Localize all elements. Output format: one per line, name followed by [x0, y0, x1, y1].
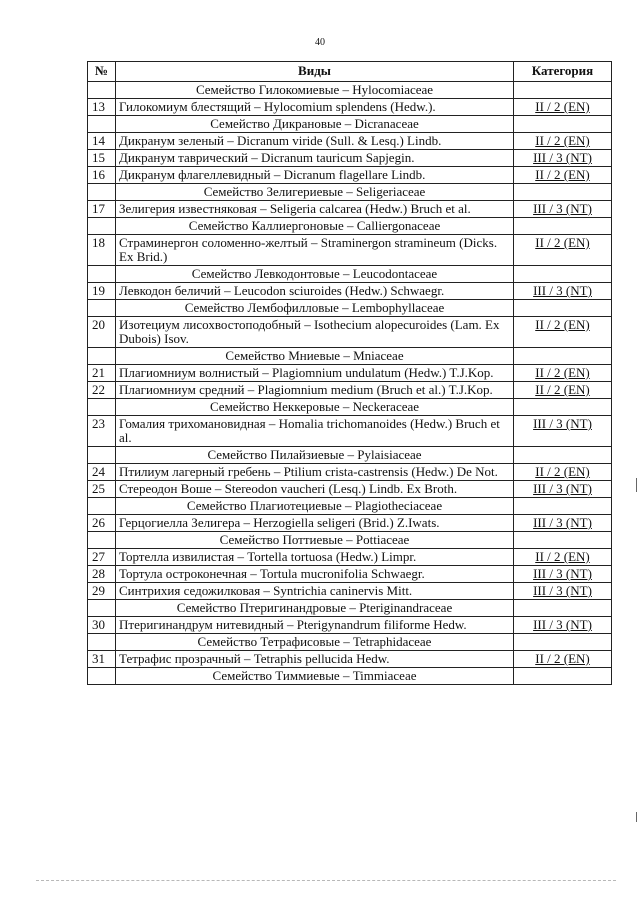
species-category: III / 3 (NT) — [514, 481, 612, 498]
family-category-cell — [514, 300, 612, 317]
family-name: Семейство Птеригинандровые – Pteriginandraceae — [116, 600, 514, 617]
family-name: Семейство Тиммиевые – Timmiaceae — [116, 668, 514, 685]
species-category: III / 3 (NT) — [514, 515, 612, 532]
species-row — [88, 150, 612, 167]
species-category: III / 3 (NT) — [514, 566, 612, 583]
species-row — [88, 167, 612, 184]
species-name: Тортелла извилистая – Tortella tortuosa (Hedw.) Limpr. — [116, 549, 514, 566]
species-name: Тетрафис прозрачный – Tetraphis pellucida Hedw. — [116, 651, 514, 668]
family-name: Семейство Мниевые – Mniaceae — [116, 348, 514, 365]
species-name: Плагиомниум волнистый – Plagiomnium undulatum (Hedw.) T.J.Kop. — [116, 365, 514, 382]
species-name: Птеригинандрум нитевидный – Pterigynandrum filiforme Hedw. — [116, 617, 514, 634]
family-category-cell — [514, 399, 612, 416]
species-number: 19 — [88, 283, 116, 300]
family-row — [88, 266, 612, 283]
family-row — [88, 82, 612, 99]
family-number-cell — [88, 184, 116, 201]
species-number: 14 — [88, 133, 116, 150]
species-category: II / 2 (EN) — [514, 167, 612, 184]
scan-edge-mark — [636, 812, 637, 822]
species-category: II / 2 (EN) — [514, 464, 612, 481]
family-name: Семейство Каллиергоновые – Calliergonaceae — [116, 218, 514, 235]
species-name: Герцогиелла Зелигера – Herzogiella seligeri (Brid.) Z.Iwats. — [116, 515, 514, 532]
species-row — [88, 566, 612, 583]
species-number: 27 — [88, 549, 116, 566]
family-name: Семейство Тетрафисовые – Tetraphidaceae — [116, 634, 514, 651]
family-category-cell — [514, 116, 612, 133]
species-row — [88, 382, 612, 399]
family-category-cell — [514, 532, 612, 549]
species-category: II / 2 (EN) — [514, 549, 612, 566]
family-number-cell — [88, 498, 116, 515]
family-name: Семейство Гилокомиевые – Hylocomiaceae — [116, 82, 514, 99]
family-number-cell — [88, 447, 116, 464]
family-number-cell — [88, 116, 116, 133]
family-row — [88, 116, 612, 133]
species-name: Дикранум зеленый – Dicranum viride (Sull. & Lesq.) Lindb. — [116, 133, 514, 150]
species-category: II / 2 (EN) — [514, 235, 612, 266]
species-number: 15 — [88, 150, 116, 167]
family-number-cell — [88, 532, 116, 549]
family-row — [88, 218, 612, 235]
species-name: Изотециум лисохвостоподобный – Isothecium alopecuroides (Lam. Ex Dubois) Isov. — [116, 317, 514, 348]
header-number: № — [88, 62, 116, 82]
species-row — [88, 201, 612, 218]
species-row — [88, 283, 612, 300]
species-row — [88, 133, 612, 150]
family-category-cell — [514, 447, 612, 464]
family-number-cell — [88, 399, 116, 416]
red-book-species-table — [87, 61, 612, 685]
family-category-cell — [514, 218, 612, 235]
species-category: II / 2 (EN) — [514, 365, 612, 382]
family-category-cell — [514, 266, 612, 283]
family-row — [88, 300, 612, 317]
species-category: II / 2 (EN) — [514, 651, 612, 668]
family-row — [88, 348, 612, 365]
family-row — [88, 532, 612, 549]
family-category-cell — [514, 184, 612, 201]
species-number: 25 — [88, 481, 116, 498]
table-body — [88, 82, 612, 685]
species-category: III / 3 (NT) — [514, 201, 612, 218]
family-name: Семейство Левкодонтовые – Leucodontaceae — [116, 266, 514, 283]
family-row — [88, 600, 612, 617]
family-name: Семейство Дикрановые – Dicranaceae — [116, 116, 514, 133]
page-number: 40 — [315, 37, 325, 48]
species-category: II / 2 (EN) — [514, 317, 612, 348]
table-header-row — [88, 62, 612, 82]
species-row — [88, 583, 612, 600]
species-name: Стереодон Воше – Stereodon vaucheri (Lesq.) Lindb. Ex Broth. — [116, 481, 514, 498]
species-name: Синтрихия седожилковая – Syntrichia caninervis Mitt. — [116, 583, 514, 600]
species-number: 31 — [88, 651, 116, 668]
species-category: III / 3 (NT) — [514, 150, 612, 167]
species-name: Левкодон беличий – Leucodon sciuroides (Hedw.) Schwaegr. — [116, 283, 514, 300]
species-row — [88, 416, 612, 447]
species-row — [88, 235, 612, 266]
species-name: Гомалия трихомановидная – Homalia trichomanoides (Hedw.) Bruch et al. — [116, 416, 514, 447]
species-number: 17 — [88, 201, 116, 218]
family-name: Семейство Поттиевые – Pottiaceae — [116, 532, 514, 549]
scan-edge-mark — [636, 478, 637, 492]
species-number: 16 — [88, 167, 116, 184]
family-row — [88, 634, 612, 651]
species-number: 20 — [88, 317, 116, 348]
family-number-cell — [88, 600, 116, 617]
family-row — [88, 498, 612, 515]
species-number: 30 — [88, 617, 116, 634]
species-number: 18 — [88, 235, 116, 266]
family-name: Семейство Зелигериевые – Seligeriaceae — [116, 184, 514, 201]
species-name: Тортула остроконечная – Tortula mucronifolia Schwaegr. — [116, 566, 514, 583]
species-number: 24 — [88, 464, 116, 481]
family-row — [88, 447, 612, 464]
species-category: III / 3 (NT) — [514, 617, 612, 634]
family-category-cell — [514, 634, 612, 651]
species-row — [88, 464, 612, 481]
family-category-cell — [514, 348, 612, 365]
family-name: Семейство Неккеровые – Neckeraceae — [116, 399, 514, 416]
species-category: III / 3 (NT) — [514, 416, 612, 447]
species-row — [88, 99, 612, 116]
species-category: II / 2 (EN) — [514, 99, 612, 116]
header-species: Виды — [116, 62, 514, 82]
species-category: II / 2 (EN) — [514, 133, 612, 150]
species-name: Птилиум лагерный гребень – Ptilium crista-castrensis (Hedw.) De Not. — [116, 464, 514, 481]
species-number: 23 — [88, 416, 116, 447]
species-row — [88, 617, 612, 634]
family-number-cell — [88, 634, 116, 651]
family-category-cell — [514, 600, 612, 617]
species-row — [88, 651, 612, 668]
family-number-cell — [88, 348, 116, 365]
family-row — [88, 668, 612, 685]
family-name: Семейство Пилайзиевые – Pylaisiaceae — [116, 447, 514, 464]
family-category-cell — [514, 82, 612, 99]
species-category: III / 3 (NT) — [514, 583, 612, 600]
species-row — [88, 549, 612, 566]
species-number: 28 — [88, 566, 116, 583]
family-number-cell — [88, 300, 116, 317]
species-number: 26 — [88, 515, 116, 532]
family-category-cell — [514, 498, 612, 515]
species-row — [88, 365, 612, 382]
species-name: Страминергон соломенно-желтый – Straminergon stramineum (Dicks. Ex Brid.) — [116, 235, 514, 266]
family-name: Семейство Лембофилловые – Lembophyllaceae — [116, 300, 514, 317]
species-name: Дикранум таврический – Dicranum tauricum Sapjegin. — [116, 150, 514, 167]
family-row — [88, 184, 612, 201]
species-number: 22 — [88, 382, 116, 399]
species-category: III / 3 (NT) — [514, 283, 612, 300]
family-name: Семейство Плагиотециевые – Plagiotheciaceae — [116, 498, 514, 515]
header-category: Категория — [514, 62, 612, 82]
family-number-cell — [88, 82, 116, 99]
family-number-cell — [88, 266, 116, 283]
family-number-cell — [88, 668, 116, 685]
scan-artifact-line — [36, 880, 616, 882]
species-category: II / 2 (EN) — [514, 382, 612, 399]
species-name: Дикранум флагеллевидный – Dicranum flagellare Lindb. — [116, 167, 514, 184]
family-row — [88, 399, 612, 416]
species-row — [88, 481, 612, 498]
species-name: Плагиомниум средний – Plagiomnium medium (Bruch et al.) T.J.Kop. — [116, 382, 514, 399]
species-row — [88, 515, 612, 532]
species-number: 21 — [88, 365, 116, 382]
species-name: Зелигерия известняковая – Seligeria calcarea (Hedw.) Bruch et al. — [116, 201, 514, 218]
species-number: 29 — [88, 583, 116, 600]
family-number-cell — [88, 218, 116, 235]
species-number: 13 — [88, 99, 116, 116]
species-name: Гилокомиум блестящий – Hylocomium splendens (Hedw.). — [116, 99, 514, 116]
species-row — [88, 317, 612, 348]
family-category-cell — [514, 668, 612, 685]
